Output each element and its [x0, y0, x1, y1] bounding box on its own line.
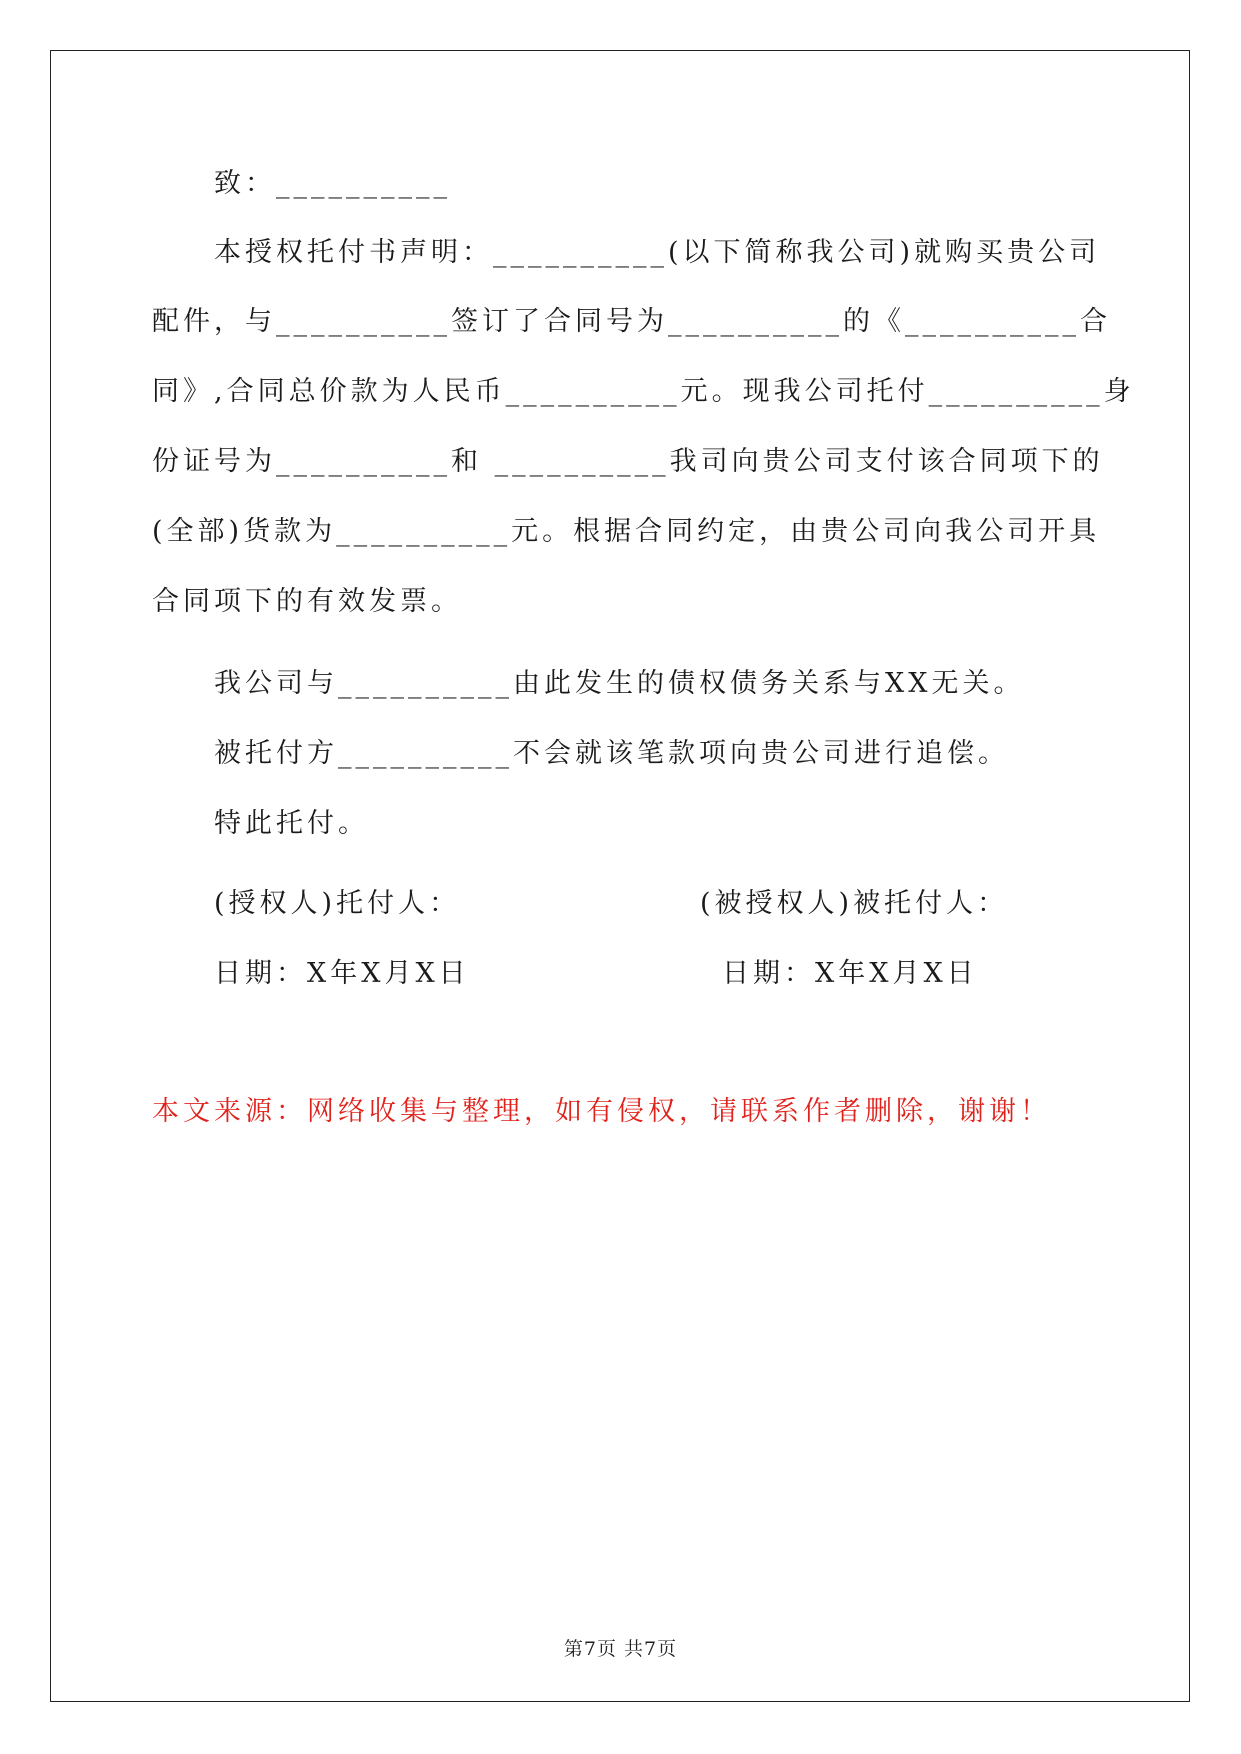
page-footer: 第7页 共7页 — [563, 1638, 678, 1660]
grantee-date: 日期：X年X月X日 — [722, 958, 978, 989]
addressee-line: 致：__________ — [214, 168, 451, 199]
grantor-date: 日期：X年X月X日 — [214, 958, 470, 989]
paragraph-line: (全部)货款为__________元。根据合同约定，由贵公司向我公司开具 — [152, 516, 1101, 547]
paragraph-line: 同》,合同总价款为人民币__________元。现我公司托付__________身 — [152, 376, 1135, 407]
grantee-label: (被授权人)被托付人： — [700, 888, 1009, 919]
paragraph-line: 合同项下的有效发票。 — [152, 586, 462, 617]
page-border — [50, 50, 1190, 1702]
grantor-label: (授权人)托付人： — [214, 888, 461, 919]
paragraph-line: 配件，与__________签订了合同号为__________的《__________合 — [152, 306, 1111, 337]
paragraph-line: 被托付方__________不会就该笔款项向贵公司进行追偿。 — [214, 738, 1009, 769]
paragraph-line: 我公司与__________由此发生的债权债务关系与XX无关。 — [214, 668, 1025, 699]
closing-line: 特此托付。 — [214, 808, 369, 839]
paragraph-line: 本授权托付书声明：__________(以下简称我公司)就购买贵公司 — [214, 237, 1101, 268]
paragraph-line: 份证号为__________和 __________我司向贵公司支付该合同项下的 — [152, 446, 1104, 477]
source-note: 本文来源：网络收集与整理，如有侵权，请联系作者删除，谢谢！ — [152, 1096, 1051, 1127]
